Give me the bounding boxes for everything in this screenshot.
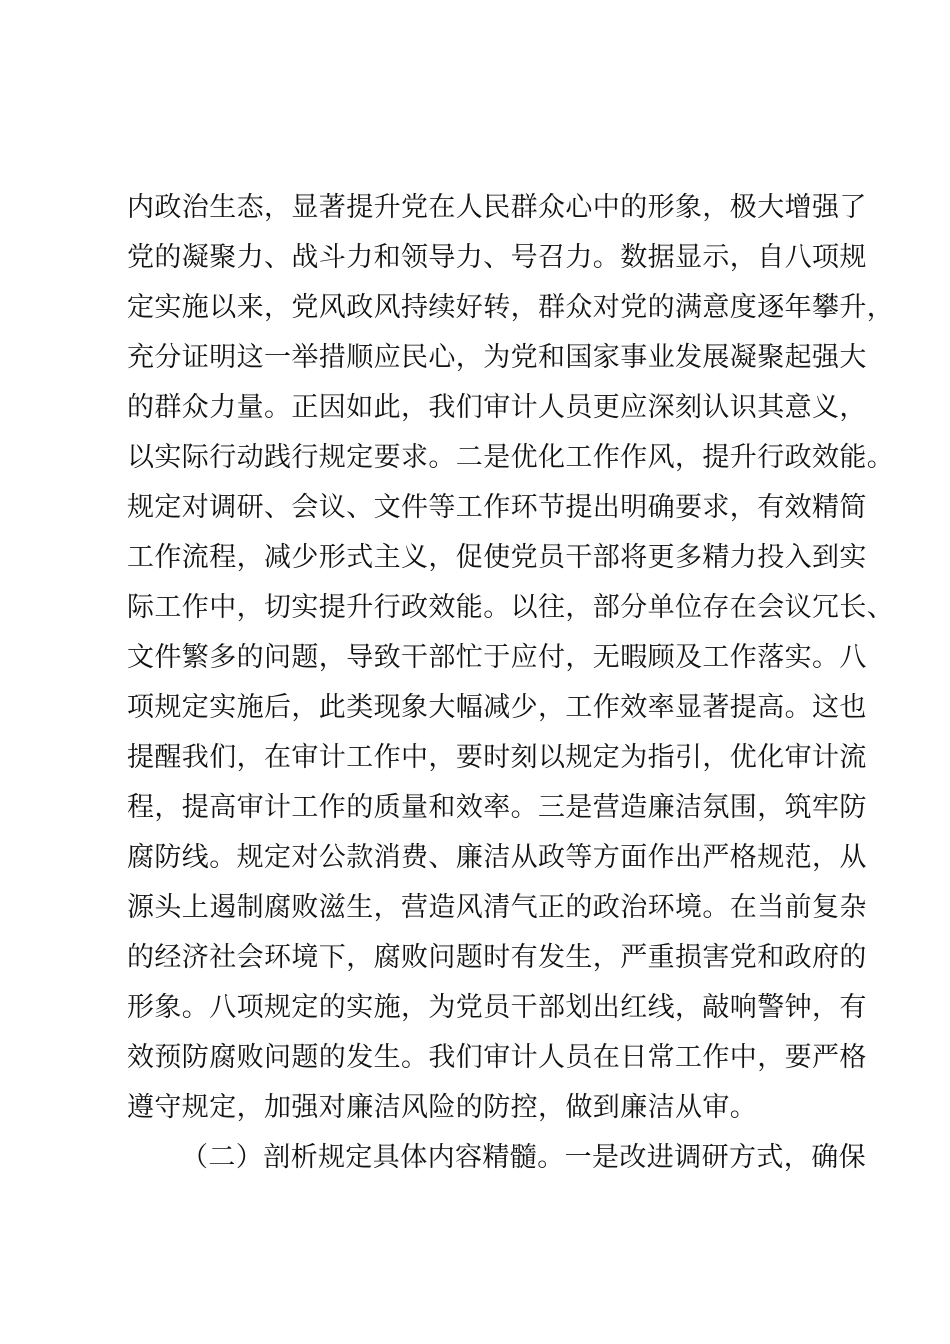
text-line: 遵守规定，加强对廉洁风险的防控，做到廉洁从审。 [127,1092,758,1123]
text-line: 腐防线。规定对公款消费、廉洁从政等方面作出严格规范，从 [127,842,867,873]
text-line: 的群众力量。正因如此，我们审计人员更应深刻认识其意义， [127,392,867,423]
section-heading-line: （二）剖析规定具体内容精髓。一是改进调研方式，确保 [181,1142,866,1173]
text-line: 程，提高审计工作的质量和效率。三是营造廉洁氛围，筑牢防 [127,792,867,823]
text-line: 项规定实施后，此类现象大幅减少，工作效率显著提高。这也 [127,692,867,723]
text-line: 工作流程，减少形式主义，促使党员干部将更多精力投入到实 [127,542,867,573]
text-line: 的经济社会环境下，腐败问题时有发生，严重损害党和政府的 [127,942,867,973]
body-text [127,183,895,1183]
text-line: 以实际行动践行规定要求。二是优化工作作风，提升行政效能。 [127,442,895,473]
text-line: 党的凝聚力、战斗力和领导力、号召力。数据显示，自八项规 [127,242,867,273]
text-line: 文件繁多的问题，导致干部忙于应付，无暇顾及工作落实。八 [127,642,867,673]
text-line: 效预防腐败问题的发生。我们审计人员在日常工作中，要严格 [127,1042,867,1073]
text-line: 充分证明这一举措顺应民心，为党和国家事业发展凝聚起强大 [127,342,867,373]
text-line: 内政治生态，显著提升党在人民群众心中的形象，极大增强了 [127,192,867,223]
text-line: 规定对调研、会议、文件等工作环节提出明确要求，有效精简 [127,492,867,523]
text-line: 提醒我们，在审计工作中，要时刻以规定为指引，优化审计流 [127,742,867,773]
text-line: 形象。八项规定的实施，为党员干部划出红线，敲响警钟，有 [127,992,867,1023]
text-line: 定实施以来，党风政风持续好转，群众对党的满意度逐年攀升， [127,292,895,323]
text-line: 际工作中，切实提升行政效能。以往，部分单位存在会议冗长、 [127,592,895,623]
text-line: 源头上遏制腐败滋生，营造风清气正的政治环境。在当前复杂 [127,892,867,923]
